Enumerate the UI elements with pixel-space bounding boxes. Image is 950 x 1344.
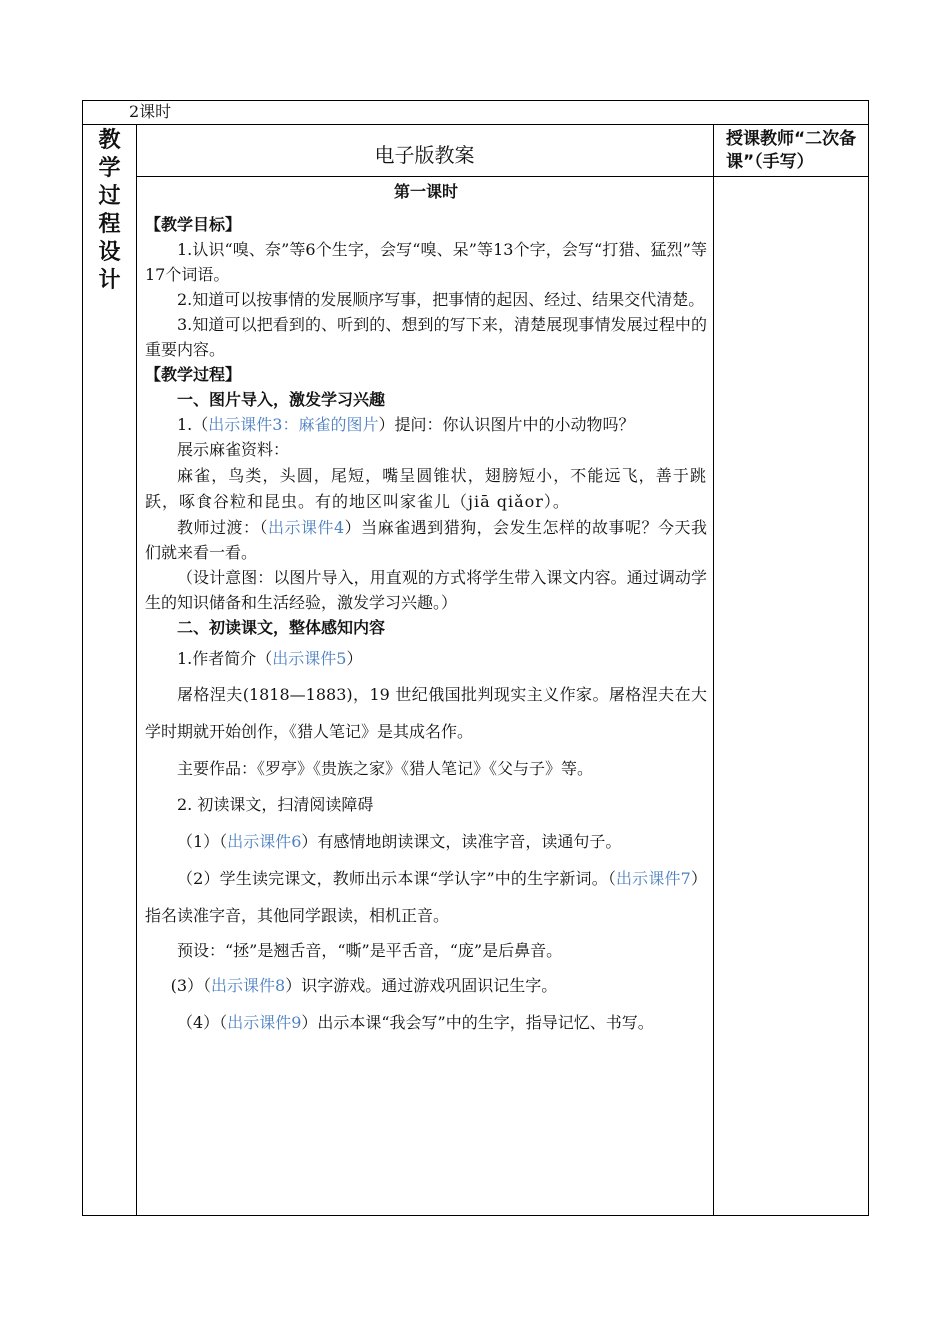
side-char: 学	[98, 156, 121, 181]
side-char: 过	[98, 184, 121, 209]
step-paragraph: 1.作者简介（出示课件5）	[177, 649, 363, 668]
side-char: 教	[98, 128, 121, 153]
courseware-link: 出示课件8	[211, 976, 286, 995]
author-works: 主要作品：《罗亭》《贵族之家》《猎人笔记》《父与子》等。	[177, 759, 594, 778]
section-heading: 一、图片导入，激发学习兴趣	[177, 390, 386, 409]
design-intent: （设计意图：以图片导入，用直观的方式将学生带入课文内容。通过调动学生的知识储备和生活经验，激发学习兴趣。）	[145, 568, 707, 612]
lesson-plan-table	[82, 100, 869, 1216]
goals-heading: 【教学目标】	[145, 215, 242, 234]
courseware-link: 出示课件9	[227, 1013, 302, 1032]
courseware-link: 出示课件5	[272, 649, 347, 668]
main-column-title: 电子版教案	[374, 143, 475, 167]
courseware-link: 出示课件7	[616, 869, 691, 888]
goal-item: 2.知道可以按事情的发展顺序写事，把事情的起因、经过、结果交代清楚。	[177, 290, 705, 309]
side-char: 设	[98, 240, 121, 265]
section-heading: 二、初读课文，整体感知内容	[177, 618, 386, 637]
courseware-link: 出示课件4	[267, 518, 345, 537]
goal-item: 1.认识“嗅、奈”等6个生字，会写“嗅、呆”等13个字，会写“打猎、猛烈”等17个词语。	[145, 240, 707, 284]
step-paragraph: 1.（出示课件3：麻雀的图片）提问：你认识图片中的小动物吗？	[177, 415, 635, 434]
row-divider-top	[83, 124, 868, 125]
lesson-content	[145, 180, 707, 1041]
step-paragraph: (3）（出示课件8）识字游戏。通过游戏巩固识记生字。	[170, 976, 558, 995]
side-char: 计	[98, 268, 121, 293]
goal-item: 3.知道可以把看到的、听到的、想到的写下来，清楚展现事情发展过程中的重要内容。	[145, 315, 707, 359]
duration-label: 2课时	[129, 102, 172, 121]
courseware-link: 出示课件6	[227, 832, 302, 851]
teaching-process-design-label	[83, 127, 136, 295]
author-intro: 屠格涅夫(1818—1883)，19 世纪俄国批判现实主义作家。屠格涅夫在大学时期就开始创作，《猎人笔记》是其成名作。	[145, 685, 707, 741]
teacher-notes-column-title: 授课教师“二次备课”（手写）	[726, 129, 857, 172]
row-divider-header	[136, 176, 868, 177]
pronunciation-note: 预设：“拯”是翘舌音，“嘶”是平舌音，“庞”是后鼻音。	[177, 941, 563, 960]
step-paragraph: 展示麻雀资料：	[177, 440, 290, 459]
process-heading: 【教学过程】	[145, 365, 242, 384]
step-paragraph: （2）学生读完课文，教师出示本课“学认字”中的生字新词。（出示课件7）指名读准字音，其他同学跟读，相机正音。	[145, 869, 707, 925]
step-paragraph: （4）（出示课件9）出示本课“我会写”中的生字，指导记忆、书写。	[177, 1013, 654, 1032]
column-divider-left	[136, 124, 137, 1215]
courseware-link: 出示课件3：麻雀的图片	[208, 415, 379, 434]
column-divider-right	[713, 124, 714, 1215]
step-paragraph: 教师过渡：（出示课件4）当麻雀遇到猎狗，会发生怎样的故事呢？今天我们就来看一看。	[145, 518, 707, 562]
step-paragraph: 2. 初读课文，扫清阅读障碍	[177, 795, 374, 814]
sparrow-info: 麻雀，鸟类，头圆，尾短，嘴呈圆锥状，翅膀短小，不能远飞，善于跳跃，啄食谷粒和昆虫。有的地区叫家雀儿（jiā qiǎor）。	[145, 466, 707, 511]
period-heading: 第一课时	[393, 182, 458, 201]
side-char: 程	[98, 212, 121, 237]
step-paragraph: （1）（出示课件6）有感情地朗读课文，读准字音，读通句子。	[177, 832, 622, 851]
